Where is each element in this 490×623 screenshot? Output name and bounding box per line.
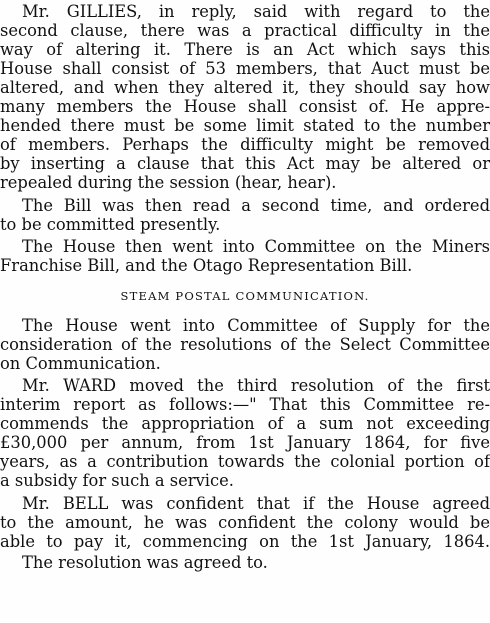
text-line: Mr. BELL was confident that if the House agreed xyxy=(22,494,490,513)
text-line: second clause, there was a practical difficulty in the xyxy=(0,21,490,40)
text-line: to the amount, he was confident the colony would be xyxy=(0,513,490,532)
text-line: The House then went into Committee on the Miners xyxy=(22,237,490,256)
text-line: repealed during the session (hear, hear). xyxy=(0,173,337,192)
text-line: House shall consist of 53 members, that Auct must be xyxy=(0,59,490,78)
section-heading: STEAM POSTAL COMMUNICATION. xyxy=(120,289,370,303)
text-line: a subsidy for such a service. xyxy=(0,471,234,490)
text-line: hended there must be some limit stated to the number xyxy=(0,116,490,135)
text-line: of members. Perhaps the difficulty might be removed xyxy=(0,135,490,154)
text-line: able to pay it, commencing on the 1st January, 1864. xyxy=(0,532,490,551)
text-line: The Bill was then read a second time, and ordered xyxy=(22,196,490,215)
text-line: interim report as follows:—" That this Committee re- xyxy=(0,395,490,414)
text-line: way of altering it. There is an Act which says this xyxy=(0,40,490,59)
text-line: The resolution was agreed to. xyxy=(22,553,268,572)
text-line: commends the appropriation of a sum not exceeding xyxy=(0,414,490,433)
text-line: The House went into Committee of Supply for the xyxy=(22,316,490,335)
text-line: on Communication. xyxy=(0,354,161,373)
text-line: Mr. WARD moved the third resolution of the first xyxy=(22,376,490,395)
text-line: by inserting a clause that this Act may be altered or xyxy=(0,154,490,173)
text-line: consideration of the resolutions of the Select Committee xyxy=(0,335,490,354)
text-line: Mr. GILLIES, in reply, said with regard to the xyxy=(22,2,490,21)
text-line: £30,000 per annum, from 1st January 1864, for five xyxy=(0,433,490,452)
text-line: many members the House shall consist of. He appre- xyxy=(0,97,490,116)
text-line: altered, and when they altered it, they should say how xyxy=(0,78,490,97)
text-line: years, as a contribution towards the colonial portion of xyxy=(0,452,490,471)
text-line: Franchise Bill, and the Otago Representation Bill. xyxy=(0,256,413,275)
text-line: to be committed presently. xyxy=(0,215,221,234)
